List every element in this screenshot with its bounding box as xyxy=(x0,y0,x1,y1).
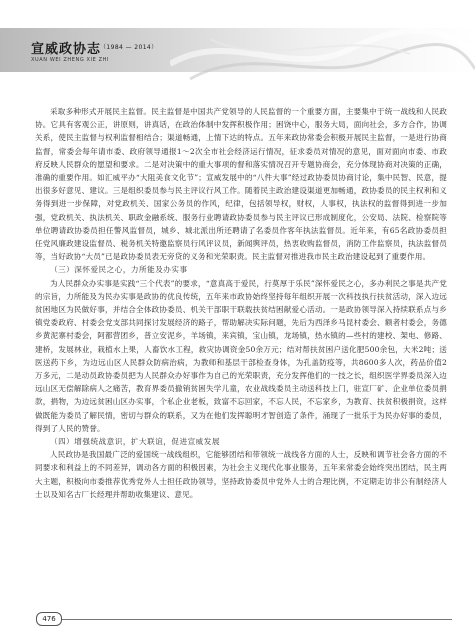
page-body xyxy=(35,105,447,501)
page-header xyxy=(0,0,475,88)
footer-rule xyxy=(62,619,452,620)
paragraph-democratic-supervision: 采取多种形式开展民主监督。民主监督是中国共产党领导的人民监督的一个重要方面，主要集中于统一战线和人民政协。它具有客观公正，讲原则，讲真话，在政治体制中发挥积极作用；困饶中心，服务大局，面向社会，多方合作，协调关系，使民主监督与权利监督相结合；渠道畅通，上情下达的特点。五年来政协常委会积极开展民主监督，一是进行协商监督，常委会每年请市委、政府领导通报1～2次全市社会经济运行情况，征求委员对情况的意见，面对面向市委、市政府反映人民群众的愿望和要求。二是对决策中的重大事项的督和落实情况召开专题协商会，充分体现协商对决策的正确，准确的重要作用。如汇威平办“大阻美食文化节”；宣威发展中的“八件大事”经过政协委员协商讨论，集中民智、民意，提出很多好意见、建议。三是组织委员参与民主评议行风工作。随着民主政治建设渠道更加畅通，政协委员的民主权利和义务得到进一步保障，对党政机关、国家公务员的作风，纪律，包括领导权，财权，人事权，执法权的监督得到进一步加强，党政机关、执法机关、职政金融系统、服务行业聘请政协委员参与民主评议已形成制度化，公安局、法院、检察院等单位聘请政协委员担任警风监督员，城乡、城北派出所还聘请了名委员作客年执法监督员。近年来，有65名政协委员担任党风廉政建设监督员、税务机关特邀监察员行风评议员，新闻舆评员，热衷收购监督员，消防工作监察员，执法监督员等，当好政协“大员”已是政协委员表无旁贷的义务和光荣职责。民主监督对推进我市民主政治建设起到了重要作用。 xyxy=(35,107,447,262)
section-heading-4: （四）增强统战意识，扩大联谊，促进宣威发展 xyxy=(50,437,220,447)
section-heading-3: （三）深怀爱民之心，力所能及办实事 xyxy=(50,265,188,275)
book-years: （1984 — 2014） xyxy=(100,44,158,51)
book-title: 宣威政协志 xyxy=(31,42,102,57)
header-swirl-decoration xyxy=(170,24,475,84)
paragraph-practical-affairs: 为人民群众办实事是实践“三个代表”的要求，“意真高于爱民，行莫厚于乐民”深怀爱民之心，多办利民之事是共产党的宗旨，力所能及为民办实事是政协的优良传统，五年来市政协始终坚持每年组织开展一次科技执行扶贫活动，深入边远贫困地区为民做好事，并结合全体政协委员、机关干部职干联载扶贫结困献爱心活动。一是政协领导深入持续联系点与乡镇党委政府、村委会党支部共同探讨发展经济的路子，帮助解决实际问题，先后为西泽乡马昆村委会、额者村委会，务德乡黄泥寨村委会，阿都营团乡，普立安泥乡，羊场镇，来宾镇，宝山镇，龙场镇，热水镇的—些村的建校、架电、修路、建桥，发展林业，栽植水上果，人畜饮水工程，救灾协调资金50余万元；结对帮扶贫困户送化肥500余包，大米2吨；送医送药下乡，为边远山区人民群众防病治病，为教师和基层干部检查身体，为孔盖防疫等，共8600多人次，药品价值2万多元，二是动员政协委员把为人民群众办好事作为自己的光荣职责，充分发挥他们的一技之长，组织医学界委员深入边远山区无偿解除病人之痛苦，教育界委员撤销贫困失学儿童，农业战线委员主动送科技上门，驻宣厂矿、企业单位委员捐款，捐物，为边远贫困山区办实事，个私企业老板，致富不忘回家，不忘人民，不忘家乡，为教育、扶贫积极捐资，这样做既能为委员了解民情，密切与群众的联系，又为在他们发挥聪明才智创造了条件，涌现了一批乐于为民办好事的委员，得到了人民的赞誉。 xyxy=(35,278,447,433)
book-title-pinyin: XUAN WEI ZHENG XIE ZHI xyxy=(31,57,110,63)
page-number: 476 xyxy=(36,612,62,626)
paragraph-united-front: 人民政协是我国最广泛的爱国统一战线组织，它能够团结和带领统一战线各方面的人士，反映和调节社会各方面的不同要求和利益上的不同差异，调动各方面的积极因素，为社会主义现代化事业服务，五年来常委会始终突出团结，民主两大主题，积极向市委推荐优秀党外人士担任政协领导，坚持政协委员中党外人士的合理比例，不定期走访非公有制经济人士以及知名古厂长经理并帮助收集建议、意见。 xyxy=(35,450,447,499)
